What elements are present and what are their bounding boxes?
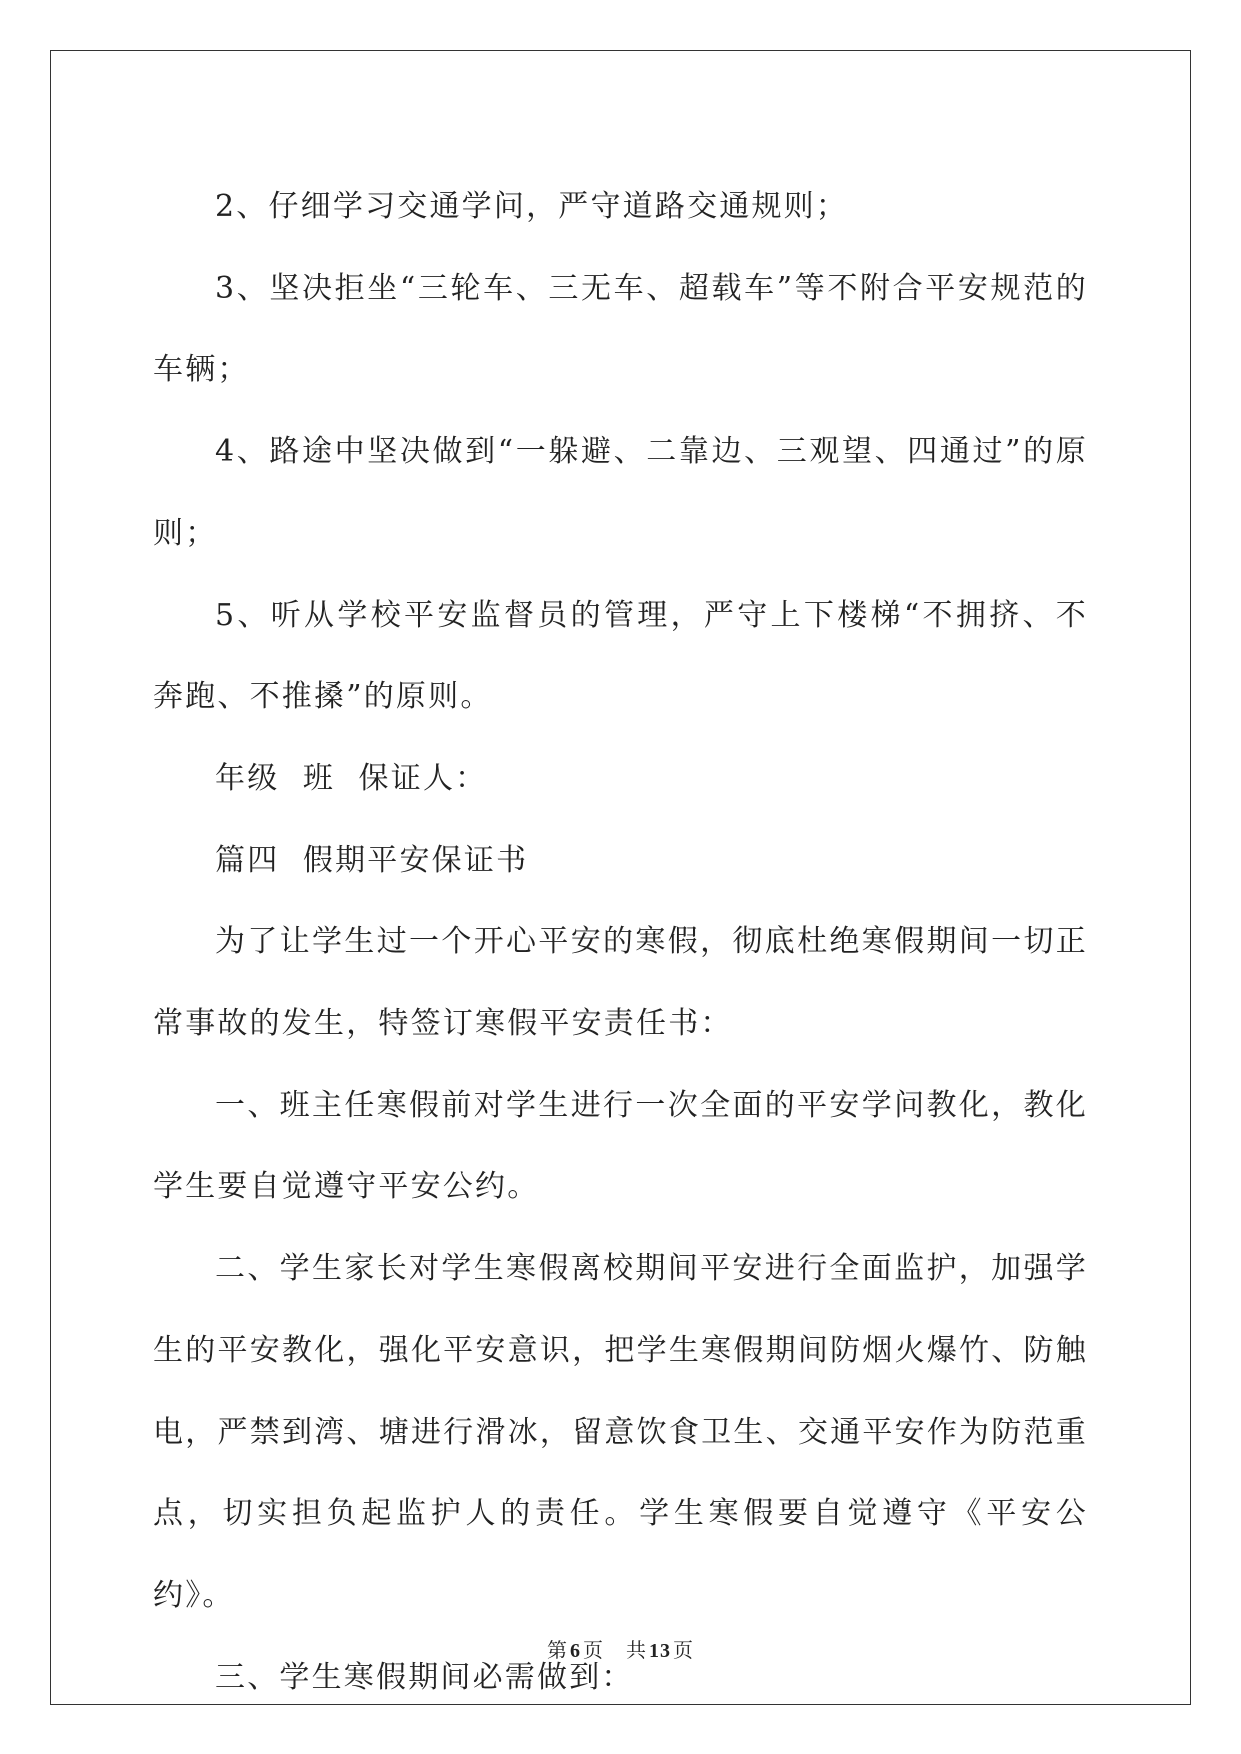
page-number: 6 — [570, 1640, 581, 1662]
footer-total-suffix: 页 — [673, 1638, 694, 1662]
signature-line: 年级 班 保证人： — [215, 760, 488, 796]
total-pages: 13 — [649, 1640, 671, 1662]
paragraph-4: 5、听从学校平安监督员的管理，严守上下楼梯“不拥挤、不奔跑、不推搡”的原则。 — [153, 597, 1088, 715]
page-footer — [0, 1634, 1241, 1663]
section-heading: 篇四 假期平安保证书 — [215, 842, 529, 878]
footer-total-prefix: 共 — [626, 1638, 647, 1662]
paragraph-2: 3、坚决拒坐“三轮车、三无车、超载车”等不附合平安规范的车辆； — [153, 270, 1088, 388]
paragraph-10: 三、学生寒假期间必需做到： — [215, 1659, 634, 1695]
paragraph-8: 一、班主任寒假前对学生进行一次全面的平安学问教化，教化学生要自觉遵守平安公约。 — [153, 1087, 1088, 1205]
paragraph-3: 4、路途中坚决做到“一躲避、二靠边、三观望、四通过”的原则； — [153, 434, 1088, 551]
paragraph-7: 为了让学生过一个开心平安的寒假，彻底杜绝寒假期间一切正常事故的发生，特签订寒假平安责任书： — [153, 924, 1088, 1042]
document-body — [153, 166, 1088, 1718]
paragraph-9: 二、学生家长对学生寒假离校期间平安进行全面监护，加强学生的平安教化，强化平安意识，把学生寒假期间防烟火爆竹、防触电，严禁到湾、塘进行滑冰，留意饮食卫生、交通平安作为防范重点，切实担负起监护人的责任。学生寒假要自觉遵守《平安公约》。 — [153, 1251, 1088, 1613]
footer-prefix: 第 — [547, 1638, 568, 1662]
footer-page-suffix: 页 — [583, 1638, 604, 1662]
paragraph-1: 2、仔细学习交通学问，严守道路交通规则； — [215, 189, 849, 224]
